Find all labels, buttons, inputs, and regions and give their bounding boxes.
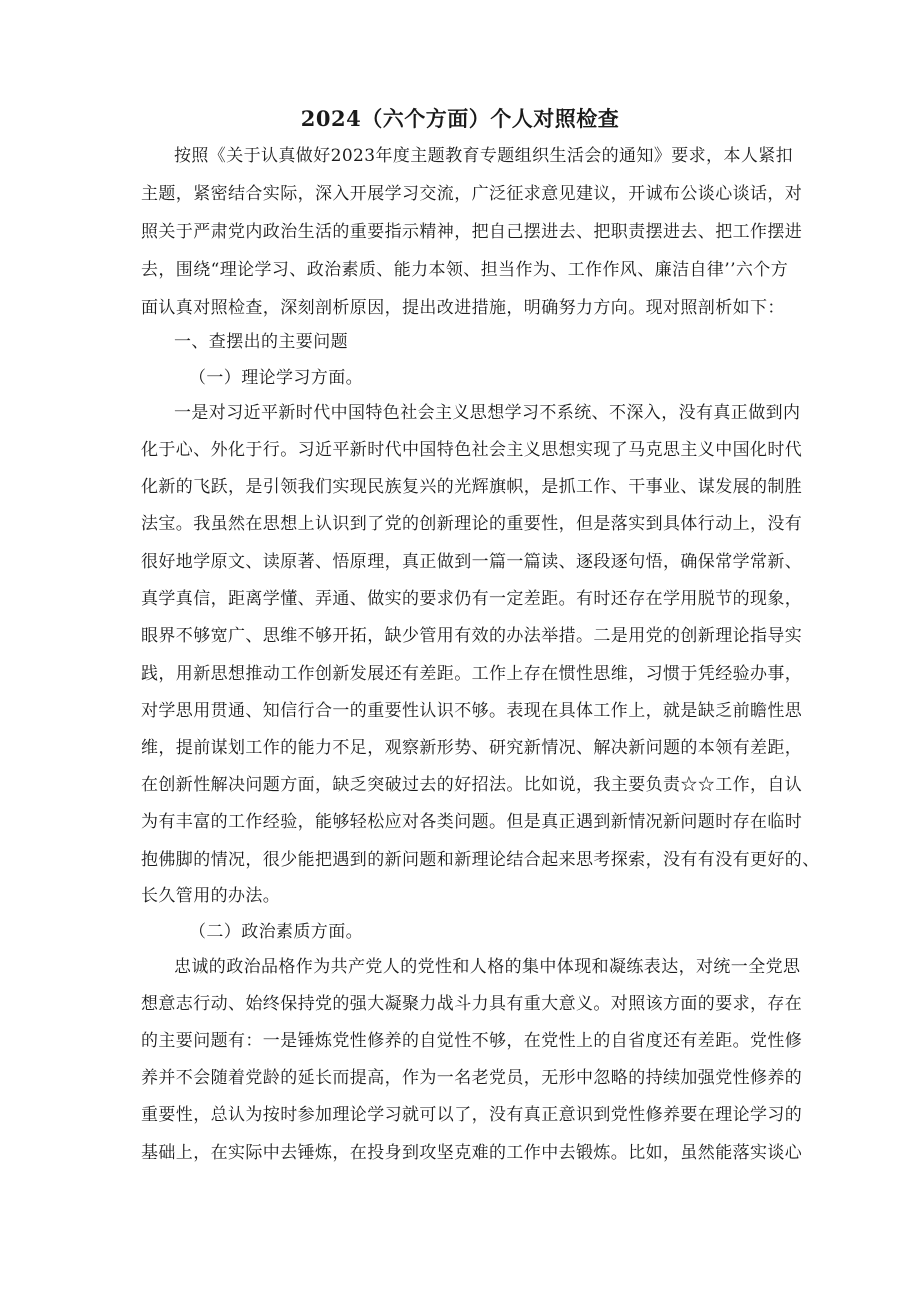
paragraph-line: 一是对习近平新时代中国特色社会主义思想学习不系统、不深入，没有真正做到内 — [174, 403, 801, 423]
paragraph-line: 想意志行动、始终保持党的强大凝聚力战斗力具有重大意义。对照该方面的要求，存在 — [141, 994, 803, 1014]
paragraph-line: 面认真对照检查，深刻剖析原因，提出改进措施，明确努力方向。现对照剖析如下： — [141, 298, 785, 318]
paragraph-line: 主题，紧密结合实际，深入开展学习交流，广泛征求意见建议，开诚布公谈心谈话，对 — [141, 184, 803, 204]
paragraph-line: 很好地学原文、读原著、悟原理，真正做到一篇一篇读、逐段逐句悟，确保常学常新、 — [141, 552, 803, 572]
paragraph-line: 对学思用贯通、知信行合一的重要性认识不够。表现在具体工作上，就是缺乏前瞻性思 — [141, 701, 803, 721]
paragraph-line: 养并不会随着党龄的延长而提高，作为一名老党员，无形中忽略的持续加强党性修养的 — [141, 1068, 803, 1088]
paragraph-line: 重要性，总认为按时参加理论学习就可以了，没有真正意识到党性修养要在理论学习的 — [141, 1105, 803, 1125]
paragraph-line: 维，提前谋划工作的能力不足，观察新形势、研究新情况、解决新问题的本领有差距， — [141, 738, 803, 758]
paragraph-line: 忠诚的政治品格作为共产党人的党性和人格的集中体现和凝练表达，对统一全党思 — [174, 957, 801, 977]
paragraph-line: 眼界不够宽广、思维不够开拓，缺少管用有效的办法举措。二是用党的创新理论指导实 — [141, 626, 803, 646]
paragraph-line: 化于心、外化于行。习近平新时代中国特色社会主义思想实现了马克思主义中国化时代 — [141, 440, 803, 460]
paragraph-line: 在创新性解决问题方面，缺乏突破过去的好招法。比如说，我主要负责☆☆工作，自认 — [141, 775, 803, 795]
subsection-heading: （二）政治素质方面。 — [189, 922, 363, 942]
paragraph-line: 化新的飞跃，是引领我们实现民族复兴的光辉旗帜，是抓工作、干事业、谋发展的制胜 — [141, 477, 803, 497]
paragraph-line: 的主要问题有：一是锤炼党性修养的自觉性不够，在党性上的自省度还有差距。党性修 — [141, 1031, 803, 1051]
paragraph-line: 按照《关于认真做好2023年度主题教育专题组织生活会的通知》要求，本人紧扣 — [174, 146, 794, 166]
paragraph-line: 长久管用的办法。 — [141, 886, 281, 906]
section-heading: 一、查摆出的主要问题 — [174, 332, 348, 352]
paragraph-line: 照关于严肃党内政治生活的重要指示精神，把自己摆进去、把职责摆进去、把工作摆进 — [141, 222, 803, 242]
paragraph-line: 法宝。我虽然在思想上认识到了党的创新理论的重要性，但是落实到具体行动上，没有 — [141, 514, 803, 534]
paragraph-line: 践，用新思想推动工作创新发展还有差距。工作上存在惯性思维，习惯于凭经验办事， — [141, 664, 803, 684]
paragraph-line: 去，围绕“理论学习、政治素质、能力本领、担当作为、工作作风、廉洁自律’’六个方 — [141, 260, 789, 280]
subsection-heading: （一）理论学习方面。 — [189, 368, 363, 388]
paragraph-line: 基础上，在实际中去锤炼，在投身到攻坚克难的工作中去锻炼。比如，虽然能落实谈心 — [141, 1143, 803, 1163]
paragraph-line: 抱佛脚的情况，很少能把遇到的新问题和新理论结合起来思考探索，没有有没有更好的、 — [141, 850, 820, 870]
paragraph-line: 为有丰富的工作经验，能够轻松应对各类问题。但是真正遇到新情况新问题时存在临时 — [141, 812, 803, 832]
paragraph-line: 真学真信，距离学懂、弄通、做实的要求仍有一定差距。有时还存在学用脱节的现象， — [141, 589, 803, 609]
document-title: 2024（六个方面）个人对照检查 — [300, 106, 620, 131]
